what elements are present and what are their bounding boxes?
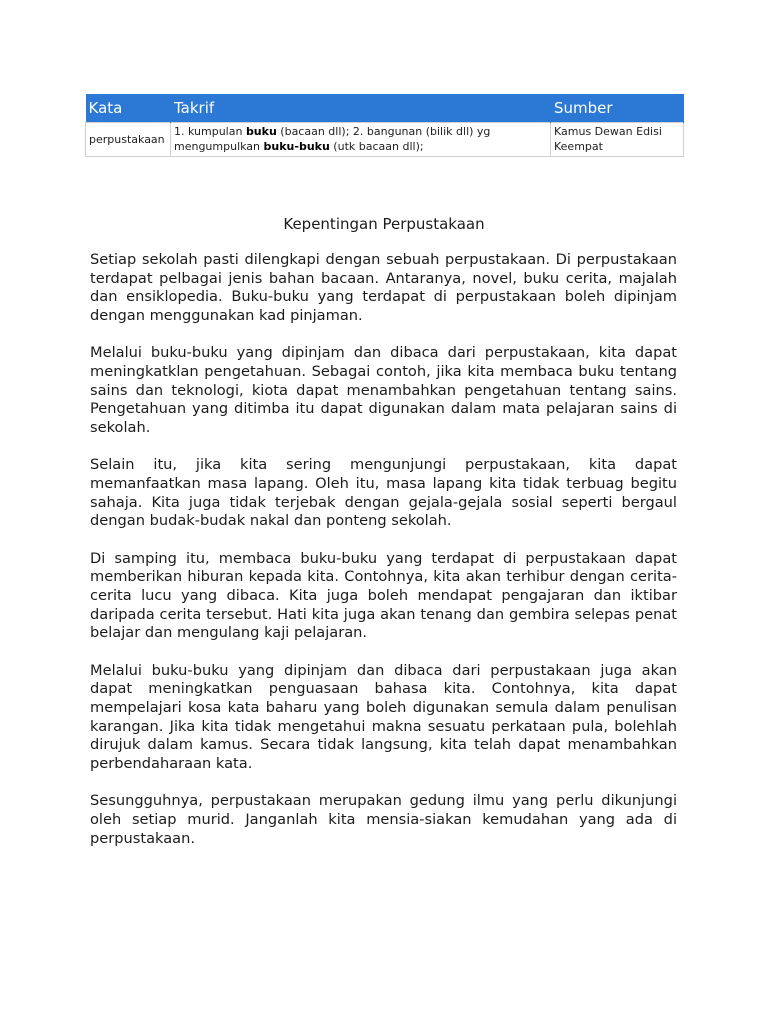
paragraph: Di samping itu, membaca buku-buku yang terdapat di perpustakaan dapat memberikan hiburan kepada kita. Contohnya, kita akan terhibur dengan cerita-cerita lucu yang dibaca. Kita juga boleh mendapat pengajaran dan iktibar daripada cerita tersebut. Hati kita juga akan tenang dan gembira selepas penat belajar dan mengulang kaji pelajaran. (90, 549, 677, 642)
table-header-row (86, 94, 684, 123)
paragraph: Melalui buku-buku yang dipinjam dan dibaca dari perpustakaan juga akan dapat meningkatkan penguasaan bahasa kita. Contohnya, kita dapat mempelajari kosa kata baharu yang boleh digunakan semula dalam penulisan karangan. Jika kita tidak mengetahui makna sesuatu perkataan pula, bolehlah dirujuk dalam kamus. Secara tidak langsung, kita telah dapat menambahkan perbendaharaan kata. (90, 661, 677, 773)
article-body (90, 251, 677, 867)
takrif-part-bold: buku (245, 125, 277, 138)
takrif-part-bold: buku-buku (263, 140, 330, 153)
header-takrif: Takrif (171, 94, 551, 123)
paragraph: Sesungguhnya, perpustakaan merupakan gedung ilmu yang perlu dikunjungi oleh setiap murid. Janganlah kita mensia-siakan kemudahan yang ada di perpustakaan. (90, 792, 677, 847)
article-title: Kepentingan Perpustakaan (283, 215, 485, 233)
paragraph: Selain itu, jika kita sering mengunjungi perpustakaan, kita dapat memanfaatkan masa lapang. Oleh itu, masa lapang kita tidak terbuag begitu sahaja. Kita juga tidak terjebak dengan gejala-gejala sosial seperti bergaul dengan budak-budak nakal dan ponteng sekolah. (90, 456, 677, 530)
takrif-part: 1. kumpulan (174, 125, 246, 138)
cell-sumber: Kamus Dewan Edisi Keempat (551, 123, 684, 157)
dictionary-table (85, 94, 684, 157)
paragraph: Melalui buku-buku yang dipinjam dan dibaca dari perpustakaan, kita dapat meningkatklan pengetahuan. Sebagai contoh, jika kita membaca buku tentang sains dan teknologi, kiota dapat menambahkan pengetahuan tentang sains. Pengetahuan yang ditimba itu dapat digunakan dalam mata pelajaran sains di sekolah. (90, 344, 677, 437)
cell-kata: perpustakaan (86, 123, 171, 157)
cell-takrif (171, 123, 551, 157)
paragraph: Setiap sekolah pasti dilengkapi dengan sebuah perpustakaan. Di perpustakaan terdapat pelbagai jenis bahan bacaan. Antaranya, novel, buku cerita, majalah dan ensiklopedia. Buku-buku yang terdapat di perpustakaan boleh dipinjam dengan menggunakan kad pinjaman. (90, 251, 677, 325)
header-kata: Kata (86, 94, 171, 123)
takrif-part: (utk bacaan dll); (329, 140, 424, 153)
takrif-part: (bacaan dll); 2. bangunan (bilik dll) yg mengumpulkan (174, 125, 491, 153)
table-row (86, 123, 684, 157)
header-sumber: Sumber (551, 94, 684, 123)
